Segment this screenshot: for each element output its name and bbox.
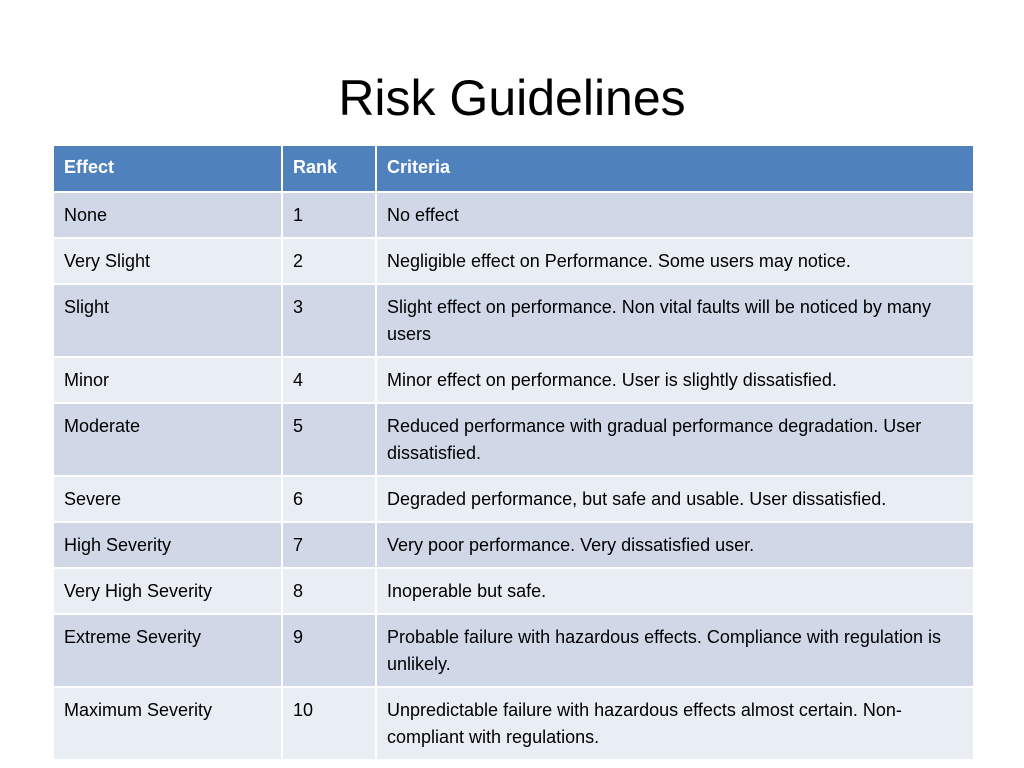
rank-cell: 6 [282, 476, 376, 522]
rank-cell: 7 [282, 522, 376, 568]
criteria-cell: Degraded performance, but safe and usable. User dissatisfied. [376, 476, 974, 522]
criteria-cell: Inoperable but safe. [376, 568, 974, 614]
rank-cell: 4 [282, 357, 376, 403]
effect-cell: Moderate [53, 403, 282, 476]
risk-guidelines-table [52, 144, 975, 761]
effect-cell: None [53, 192, 282, 238]
table-row [53, 284, 974, 357]
table-row [53, 522, 974, 568]
effect-cell: High Severity [53, 522, 282, 568]
criteria-cell: Negligible effect on Performance. Some users may notice. [376, 238, 974, 284]
table-row [53, 238, 974, 284]
table-row [53, 568, 974, 614]
criteria-cell: No effect [376, 192, 974, 238]
column-header-rank: Rank [282, 145, 376, 192]
rank-cell: 10 [282, 687, 376, 760]
effect-cell: Maximum Severity [53, 687, 282, 760]
table-row [53, 403, 974, 476]
rank-cell: 1 [282, 192, 376, 238]
effect-cell: Severe [53, 476, 282, 522]
effect-cell: Minor [53, 357, 282, 403]
effect-cell: Slight [53, 284, 282, 357]
criteria-cell: Probable failure with hazardous effects. Compliance with regulation is unlikely. [376, 614, 974, 687]
effect-cell: Very High Severity [53, 568, 282, 614]
effect-cell: Extreme Severity [53, 614, 282, 687]
criteria-cell: Reduced performance with gradual performance degradation. User dissatisfied. [376, 403, 974, 476]
table-row [53, 192, 974, 238]
rank-cell: 5 [282, 403, 376, 476]
criteria-cell: Very poor performance. Very dissatisfied user. [376, 522, 974, 568]
slide-title: Risk Guidelines [338, 70, 686, 126]
rank-cell: 3 [282, 284, 376, 357]
table-row [53, 687, 974, 760]
rank-cell: 8 [282, 568, 376, 614]
criteria-cell: Minor effect on performance. User is slightly dissatisfied. [376, 357, 974, 403]
column-header-effect: Effect [53, 145, 282, 192]
table-row [53, 357, 974, 403]
rank-cell: 2 [282, 238, 376, 284]
criteria-cell: Unpredictable failure with hazardous effects almost certain. Non-compliant with regulations. [376, 687, 974, 760]
table-header-row [53, 145, 974, 192]
table-row [53, 476, 974, 522]
rank-cell: 9 [282, 614, 376, 687]
table-row [53, 614, 974, 687]
criteria-cell: Slight effect on performance. Non vital faults will be noticed by many users [376, 284, 974, 357]
effect-cell: Very Slight [53, 238, 282, 284]
column-header-criteria: Criteria [376, 145, 974, 192]
